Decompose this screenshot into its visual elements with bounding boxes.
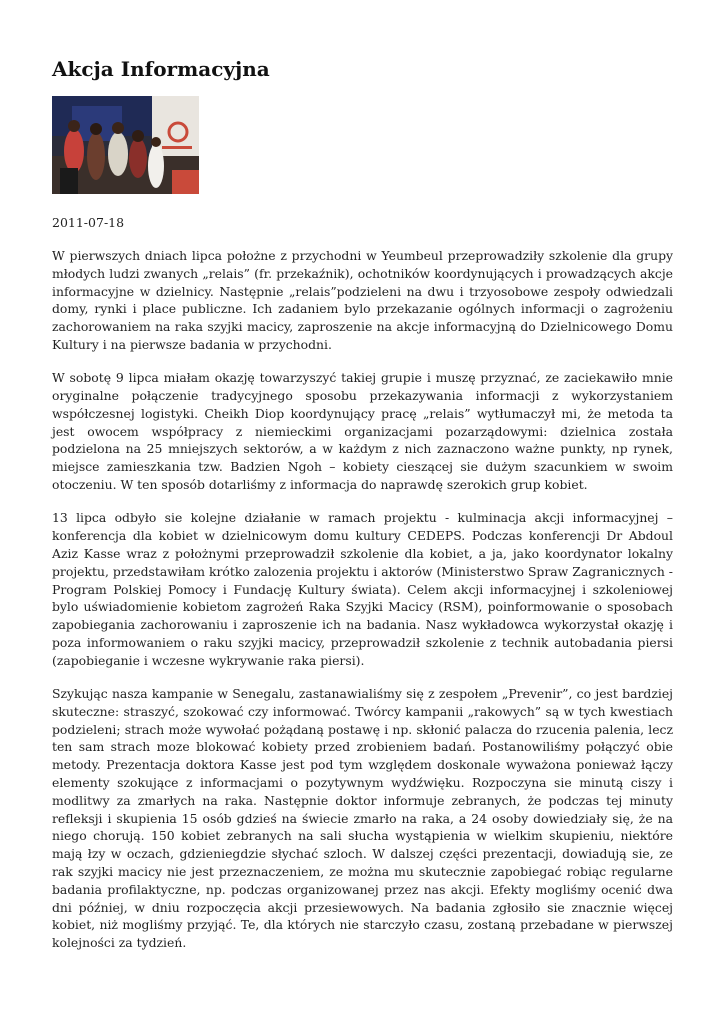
article-paragraph: W pierwszych dniach lipca położne z przychodni w Yeumbeul przeprowadziły szkolenie dla grupy młodych ludzi zwanych „relais” (fr. przekaźnik), ochotników koordynujących i prowadzących akcje informacyjne w dzielnicy. Następnie „relais”podzieleni na dwu i trzyosobowe zespoły odwiedzali domy, rynki i place publiczne. Ich zadaniem bylo przekazanie ogólnych informacji o zagrożeniu zachorowaniem na raka szyjki macicy, zaproszenie na akcje informacyjną do Dzielnicowego Domu Kultury i na pierwsze badania w przychodni. [52,248,673,352]
article-title: Akcja Informacyjna [52,57,270,81]
article-date: 2011-07-18 [52,215,125,230]
article-body [52,247,673,952]
article-paragraph: Szykując nasza kampanie w Senegalu, zastanawialiśmy się z zespołem „Prevenir”, co jest bardziej skuteczne: straszyć, szokować czy informować. Twórcy kampanii „rakowych” są w tych kwestiach podzieleni; strach może wywołać pożądaną postawę i np. skłonić palacza do rzucenia palenia, lecz ten sam strach moze blokować kobiety przed zrobieniem badań. Postanowiliśmy połączyć obie metody. Prezentacja doktora Kasse jest pod tym względem doskonale wyważona ponieważ łączy elementy szokujące z informacjami o pozytywnym wydźwięku. Rozpoczyna sie minutą ciszy i modlitwy za zmarłych na raka. Następnie doktor informuje zebranych, że podczas tej minuty refleksji i skupienia 15 osób gdzieś na świecie zmarło na raka, a 24 osoby dowiedziały się, że na niego chorują. 150 kobiet zebranych na sali słucha wystąpienia w wielkim skupieniu, niektóre mają łzy w oczach, gdzieniegdzie słychać szloch. W dalszej części prezentacji, dowiadują sie, ze rak szyjki macicy nie jest przeznaczeniem, ze można mu skutecznie zapobiegać robiąc regularne badania profilaktyczne, np. podczas organizowanej przez nas akcji. Efekty mogliśmy ocenić dwa dni później, w dniu rozpoczęcia akcji przesiewowych. Na badania zgłosiło sie znacznie więcej kobiet, niż mogliśmy przyjąć. Te, dla których nie starczyło czasu, zostaną przebadane w pierwszej kolejności za tydzień. [52,686,673,951]
article-photo[interactable] [52,96,199,194]
article-paragraph: W sobotę 9 lipca miałam okazję towarzyszyć takiej grupie i muszę przyznać, ze zaciekawiło mnie oryginalne połączenie tradycyjnego sposobu przekazywania informacji z wykorzystaniem współczesnej logistyki. Cheikh Diop koordynujący pracę „relais” wytłumaczył mi, że metoda ta jest owocem współpracy z niemieckimi organizacjami pozarządowymi: dzielnica została podzielona na 25 mniejszych sektorów, a w każdym z nich zaznaczono ważne punkty, np rynek, miejsce zamieszkania tzw. Badzien Ngoh – kobiety cieszącej sie dużym szacunkiem w swoim otoczeniu. W ten sposób dotarliśmy z informacja do naprawdę szerokich grup kobiet. [52,370,673,493]
article [52,56,673,967]
article-paragraph: 13 lipca odbyło sie kolejne działanie w ramach projektu - kulminacja akcji informacyjnej – konferencja dla kobiet w dzielnicowym domu kultury CEDEPS. Podczas konferencji Dr Abdoul Aziz Kasse wraz z położnymi przeprowadził szkolenie dla kobiet, a ja, jako koordynator lokalny projektu, przedstawiłam krótko zalozenia projektu i aktorów (Ministerstwo Spraw Zagranicznych - Program Polskiej Pomocy i Fundację Kultury świata). Celem akcji informacyjnej i szkoleniowej bylo uświadomienie kobietom zagrożeń Raka Szyjki Macicy (RSM), poinformowanie o sposobach zapobiegania zachorowaniu i zaproszenie ich na badania. Nasz wykładowca wykorzystał okazję i poza informowaniem o raku szyjki macicy, przeprowadził szkolenie z technik autobadania piersi (zapobieganie i wczesne wykrywanie raka piersi). [52,510,673,668]
